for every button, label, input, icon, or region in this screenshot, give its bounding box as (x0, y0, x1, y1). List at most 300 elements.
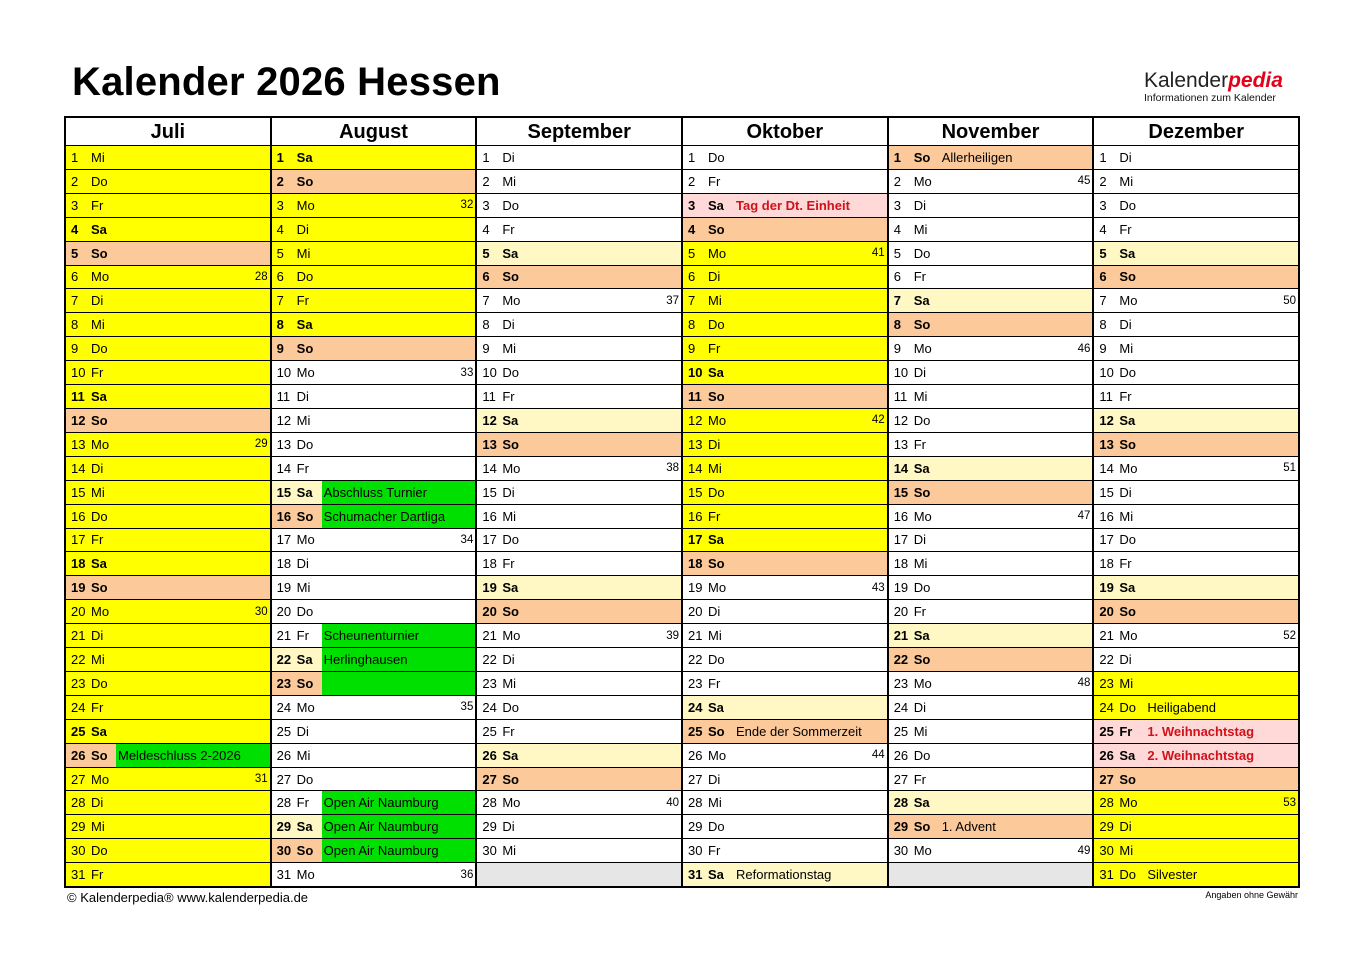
weekday: Sa (708, 867, 724, 883)
weekday: Fr (296, 460, 309, 476)
weekday: Di (708, 604, 721, 620)
day-cell (889, 385, 1093, 409)
day-cell (889, 624, 1093, 648)
weekday: Mo (91, 604, 110, 620)
day-number: 3 (688, 197, 696, 213)
day-cell (1094, 815, 1298, 839)
day-cell (272, 863, 476, 886)
day-cell (66, 289, 270, 313)
day-number: 8 (893, 317, 901, 333)
weekday: Do (708, 317, 725, 333)
weekday: Mi (708, 628, 722, 644)
day-number: 9 (1099, 341, 1107, 357)
day-number: 30 (893, 843, 909, 859)
kalenderpedia-logo (1144, 70, 1304, 104)
day-number: 10 (482, 365, 497, 381)
month-header: Juli (66, 118, 270, 146)
day-number: 29 (71, 819, 86, 835)
day-number: 20 (71, 604, 86, 620)
day-cell (1094, 672, 1298, 696)
weekday: Sa (296, 317, 313, 333)
day-number: 16 (1099, 508, 1114, 524)
weekday: Fr (913, 269, 926, 285)
day-number: 25 (482, 723, 497, 739)
day-number: 8 (688, 317, 696, 333)
day-cell (272, 529, 476, 553)
weekday: Fr (91, 532, 104, 548)
weekday: Fr (1119, 723, 1133, 739)
day-number: 30 (276, 843, 292, 859)
day-cell (683, 791, 887, 815)
day-cell (272, 839, 476, 863)
day-cell (477, 815, 681, 839)
day-number: 24 (276, 699, 292, 715)
day-cell (683, 815, 887, 839)
weekday: Do (296, 771, 314, 787)
day-number: 23 (276, 675, 292, 691)
weekday: Di (1119, 651, 1132, 667)
day-number: 4 (688, 221, 696, 237)
day-cell (477, 218, 681, 242)
day-cell (66, 337, 270, 361)
day-cell (66, 505, 270, 529)
week-number: 46 (1077, 342, 1091, 355)
weekday: Fr (708, 508, 721, 524)
day-number: 1 (1099, 149, 1107, 165)
day-number: 15 (1099, 484, 1114, 500)
day-cell (66, 863, 270, 886)
day-number: 30 (71, 843, 86, 859)
day-cell (477, 481, 681, 505)
weekday: Di (1119, 484, 1132, 500)
day-cell (272, 146, 476, 170)
day-cell (272, 194, 476, 218)
week-number: 53 (1283, 796, 1297, 809)
day-number: 13 (276, 436, 292, 452)
weekday: Mo (708, 412, 727, 428)
day-cell (889, 361, 1093, 385)
day-number: 19 (276, 580, 292, 596)
empty-cell (889, 863, 1093, 886)
day-number: 20 (482, 604, 497, 620)
weekday: So (91, 245, 108, 261)
weekday: Di (502, 651, 515, 667)
weekday: Mi (913, 556, 928, 572)
day-cell (477, 696, 681, 720)
weekday: Fr (1119, 389, 1132, 405)
weekday: Di (1119, 149, 1132, 165)
logo-brand-accent: pedia (1228, 69, 1283, 92)
day-number: 21 (71, 628, 86, 644)
day-number: 16 (688, 508, 703, 524)
week-number: 28 (254, 270, 268, 283)
weekday: Mi (1119, 675, 1134, 691)
holiday-label: Reformationstag (736, 867, 832, 883)
day-cell (889, 839, 1093, 863)
day-number: 4 (482, 221, 490, 237)
day-cell (66, 266, 270, 290)
day-cell (1094, 696, 1298, 720)
week-number: 38 (666, 462, 680, 475)
weekday: Mo (913, 675, 932, 691)
weekday: Mo (1119, 628, 1138, 644)
weekday: Mi (91, 317, 105, 333)
day-cell (477, 529, 681, 553)
day-number: 25 (276, 723, 292, 739)
day-cell (66, 218, 270, 242)
weekday: Sa (708, 197, 724, 213)
weekday: So (708, 556, 725, 572)
weekday: Sa (708, 532, 724, 548)
week-number: 50 (1283, 294, 1297, 307)
day-number: 18 (482, 556, 497, 572)
month-header: November (889, 118, 1093, 146)
event-label: Open Air Naumburg (322, 815, 476, 838)
day-number: 24 (893, 699, 909, 715)
holiday-label: Ende der Sommerzeit (736, 723, 862, 739)
weekday: Di (708, 436, 721, 452)
day-cell (272, 170, 476, 194)
day-number: 7 (893, 293, 901, 309)
day-number: 13 (1099, 436, 1114, 452)
day-number: 14 (71, 460, 86, 476)
holiday-label: Tag der Dt. Einheit (736, 197, 850, 213)
day-cell (66, 170, 270, 194)
week-number: 33 (460, 366, 474, 379)
day-cell (66, 696, 270, 720)
day-cell (477, 337, 681, 361)
day-number: 20 (688, 604, 703, 620)
day-cell (889, 576, 1093, 600)
day-number: 5 (1099, 245, 1107, 261)
day-number: 14 (688, 460, 703, 476)
day-number: 3 (276, 197, 284, 213)
weekday: Mi (502, 341, 517, 357)
weekday: Do (296, 604, 314, 620)
day-cell (1094, 289, 1298, 313)
month-column-juli (66, 118, 272, 886)
day-number: 4 (1099, 221, 1107, 237)
day-number: 12 (276, 412, 292, 428)
day-cell (889, 672, 1093, 696)
day-number: 13 (688, 436, 703, 452)
day-cell (889, 146, 1093, 170)
month-header: Dezember (1094, 118, 1298, 146)
day-cell (66, 529, 270, 553)
weekday: Mo (296, 867, 315, 883)
weekday: Mi (91, 819, 105, 835)
day-cell (272, 433, 476, 457)
month-header: September (477, 118, 681, 146)
day-cell (889, 768, 1093, 792)
weekday: Sa (296, 149, 313, 165)
day-number: 15 (71, 484, 86, 500)
day-cell (1094, 481, 1298, 505)
day-number: 17 (893, 532, 909, 548)
weekday: Di (91, 628, 104, 644)
weekday: Do (502, 532, 519, 548)
weekday: Mi (502, 173, 517, 189)
day-number: 21 (893, 628, 909, 644)
day-cell (1094, 720, 1298, 744)
day-cell (683, 433, 887, 457)
weekday: Mi (91, 484, 105, 500)
day-number: 12 (1099, 412, 1114, 428)
day-cell (272, 552, 476, 576)
weekday: Di (296, 723, 309, 739)
weekday: Di (296, 556, 309, 572)
day-number: 2 (71, 173, 79, 189)
weekday: Mo (913, 341, 932, 357)
weekday: So (708, 723, 725, 739)
day-cell (66, 552, 270, 576)
weekday: Fr (913, 436, 926, 452)
day-cell (889, 266, 1093, 290)
day-number: 11 (1099, 389, 1113, 405)
weekday: Sa (1119, 747, 1136, 763)
day-cell (1094, 744, 1298, 768)
day-number: 9 (71, 341, 79, 357)
day-cell (477, 744, 681, 768)
day-number: 30 (482, 843, 497, 859)
day-number: 21 (276, 628, 292, 644)
day-number: 26 (276, 747, 292, 763)
day-cell (1094, 505, 1298, 529)
day-number: 9 (893, 341, 901, 357)
weekday: Do (1119, 532, 1136, 548)
month-column-september (477, 118, 683, 886)
day-number: 26 (893, 747, 909, 763)
weekday: Mo (708, 245, 727, 261)
day-cell (1094, 409, 1298, 433)
day-cell (477, 600, 681, 624)
day-cell (683, 385, 887, 409)
day-number: 25 (893, 723, 909, 739)
day-cell (1094, 242, 1298, 266)
weekday: Do (913, 747, 931, 763)
footer-disclaimer: Angaben ohne Gewähr (1205, 890, 1298, 900)
day-cell (1094, 768, 1298, 792)
day-cell (1094, 624, 1298, 648)
day-number: 5 (276, 245, 284, 261)
weekday: Fr (708, 341, 721, 357)
day-cell (889, 481, 1093, 505)
weekday: Do (91, 675, 108, 691)
day-cell (1094, 170, 1298, 194)
day-cell (272, 361, 476, 385)
weekday: Mo (708, 747, 727, 763)
weekday: Fr (502, 556, 515, 572)
weekday: Sa (296, 819, 313, 835)
calendar-grid (64, 116, 1300, 888)
day-cell (683, 170, 887, 194)
weekday: So (913, 149, 931, 165)
weekday: Mo (913, 508, 932, 524)
day-number: 31 (1099, 867, 1114, 883)
weekday: So (1119, 771, 1136, 787)
day-number: 17 (1099, 532, 1114, 548)
day-cell (683, 409, 887, 433)
day-cell (66, 313, 270, 337)
weekday: Sa (502, 747, 519, 763)
day-cell (66, 385, 270, 409)
weekday: Di (502, 317, 515, 333)
week-number: 36 (460, 868, 474, 881)
day-cell (1094, 337, 1298, 361)
day-number: 21 (482, 628, 497, 644)
day-number: 18 (893, 556, 909, 572)
day-number: 8 (1099, 317, 1107, 333)
day-cell (889, 289, 1093, 313)
day-cell (889, 505, 1093, 529)
week-number: 49 (1077, 844, 1091, 857)
week-number: 42 (871, 414, 885, 427)
weekday: So (296, 173, 314, 189)
week-number: 51 (1283, 462, 1297, 475)
day-number: 26 (482, 747, 497, 763)
week-number: 31 (254, 773, 268, 786)
weekday: Mo (502, 293, 521, 309)
week-number: 43 (871, 581, 885, 594)
day-cell (66, 648, 270, 672)
day-number: 29 (688, 819, 703, 835)
day-number: 8 (482, 317, 490, 333)
day-number: 20 (276, 604, 292, 620)
day-number: 12 (71, 412, 86, 428)
day-number: 28 (688, 795, 703, 811)
day-number: 1 (688, 149, 696, 165)
day-number: 16 (482, 508, 497, 524)
logo-brand: Kalender (1144, 69, 1229, 92)
weekday: Mo (1119, 293, 1138, 309)
weekday: Fr (91, 365, 104, 381)
weekday: So (91, 747, 108, 763)
day-number: 15 (688, 484, 703, 500)
day-number: 16 (71, 508, 86, 524)
weekday: Mo (296, 197, 315, 213)
day-cell (272, 696, 476, 720)
day-number: 7 (276, 293, 284, 309)
day-number: 2 (482, 173, 490, 189)
day-number: 20 (893, 604, 909, 620)
weekday: Mi (296, 412, 311, 428)
day-cell (683, 481, 887, 505)
day-number: 1 (71, 149, 79, 165)
weekday: Sa (1119, 580, 1136, 596)
day-number: 3 (482, 197, 490, 213)
weekday: So (913, 651, 931, 667)
week-number: 48 (1077, 677, 1091, 690)
week-number: 40 (666, 796, 680, 809)
day-cell (889, 218, 1093, 242)
weekday: Sa (708, 699, 724, 715)
day-number: 17 (482, 532, 497, 548)
day-number: 30 (1099, 843, 1114, 859)
day-number: 5 (893, 245, 901, 261)
weekday: Mi (708, 293, 722, 309)
weekday: Mo (913, 173, 932, 189)
day-number: 13 (71, 436, 86, 452)
day-cell (683, 242, 887, 266)
holiday-label: Allerheiligen (941, 149, 1013, 165)
holiday-label: Heiligabend (1147, 699, 1217, 715)
week-number: 47 (1077, 510, 1091, 523)
day-cell (66, 600, 270, 624)
holiday-label: 1. Weihnachtstag (1147, 723, 1255, 739)
day-number: 6 (482, 269, 490, 285)
day-cell (889, 170, 1093, 194)
day-number: 27 (482, 771, 497, 787)
day-number: 7 (71, 293, 79, 309)
day-number: 15 (276, 484, 292, 500)
weekday: So (502, 604, 519, 620)
weekday: Di (502, 484, 515, 500)
week-number: 30 (254, 605, 268, 618)
weekday: So (708, 221, 725, 237)
day-number: 25 (71, 723, 86, 739)
day-cell (1094, 529, 1298, 553)
day-number: 24 (688, 699, 703, 715)
weekday: Mo (91, 771, 110, 787)
day-cell (66, 815, 270, 839)
day-number: 9 (688, 341, 696, 357)
day-cell (889, 194, 1093, 218)
day-cell (1094, 313, 1298, 337)
weekday: Fr (296, 293, 309, 309)
day-number: 19 (71, 580, 86, 596)
weekday: Di (502, 819, 515, 835)
day-cell (683, 289, 887, 313)
day-number: 23 (1099, 675, 1114, 691)
day-cell (683, 768, 887, 792)
week-number: 52 (1283, 629, 1297, 642)
weekday: Mi (913, 221, 928, 237)
day-number: 10 (1099, 365, 1114, 381)
day-cell (683, 839, 887, 863)
day-cell (683, 505, 887, 529)
weekday: Mi (296, 245, 311, 261)
weekday: So (913, 484, 931, 500)
weekday: Do (1119, 699, 1136, 715)
day-number: 16 (276, 508, 292, 524)
day-cell (1094, 433, 1298, 457)
weekday: Mi (296, 747, 311, 763)
day-number: 14 (276, 460, 292, 476)
day-number: 18 (688, 556, 703, 572)
weekday: Mo (296, 365, 315, 381)
weekday: So (296, 341, 314, 357)
day-cell (683, 600, 887, 624)
month-column-oktober (683, 118, 889, 886)
weekday: Sa (296, 651, 313, 667)
day-cell (1094, 576, 1298, 600)
day-number: 9 (482, 341, 490, 357)
weekday: Mi (502, 675, 517, 691)
weekday: Di (913, 197, 926, 213)
weekday: Di (296, 221, 309, 237)
weekday: Fr (296, 628, 309, 644)
day-number: 26 (688, 747, 703, 763)
day-cell (1094, 385, 1298, 409)
day-number: 10 (688, 365, 703, 381)
day-cell (477, 146, 681, 170)
weekday: Do (708, 819, 725, 835)
weekday: Di (91, 795, 104, 811)
day-number: 4 (71, 221, 79, 237)
weekday: Mo (913, 843, 932, 859)
weekday: Mo (296, 532, 315, 548)
weekday: Do (502, 197, 519, 213)
